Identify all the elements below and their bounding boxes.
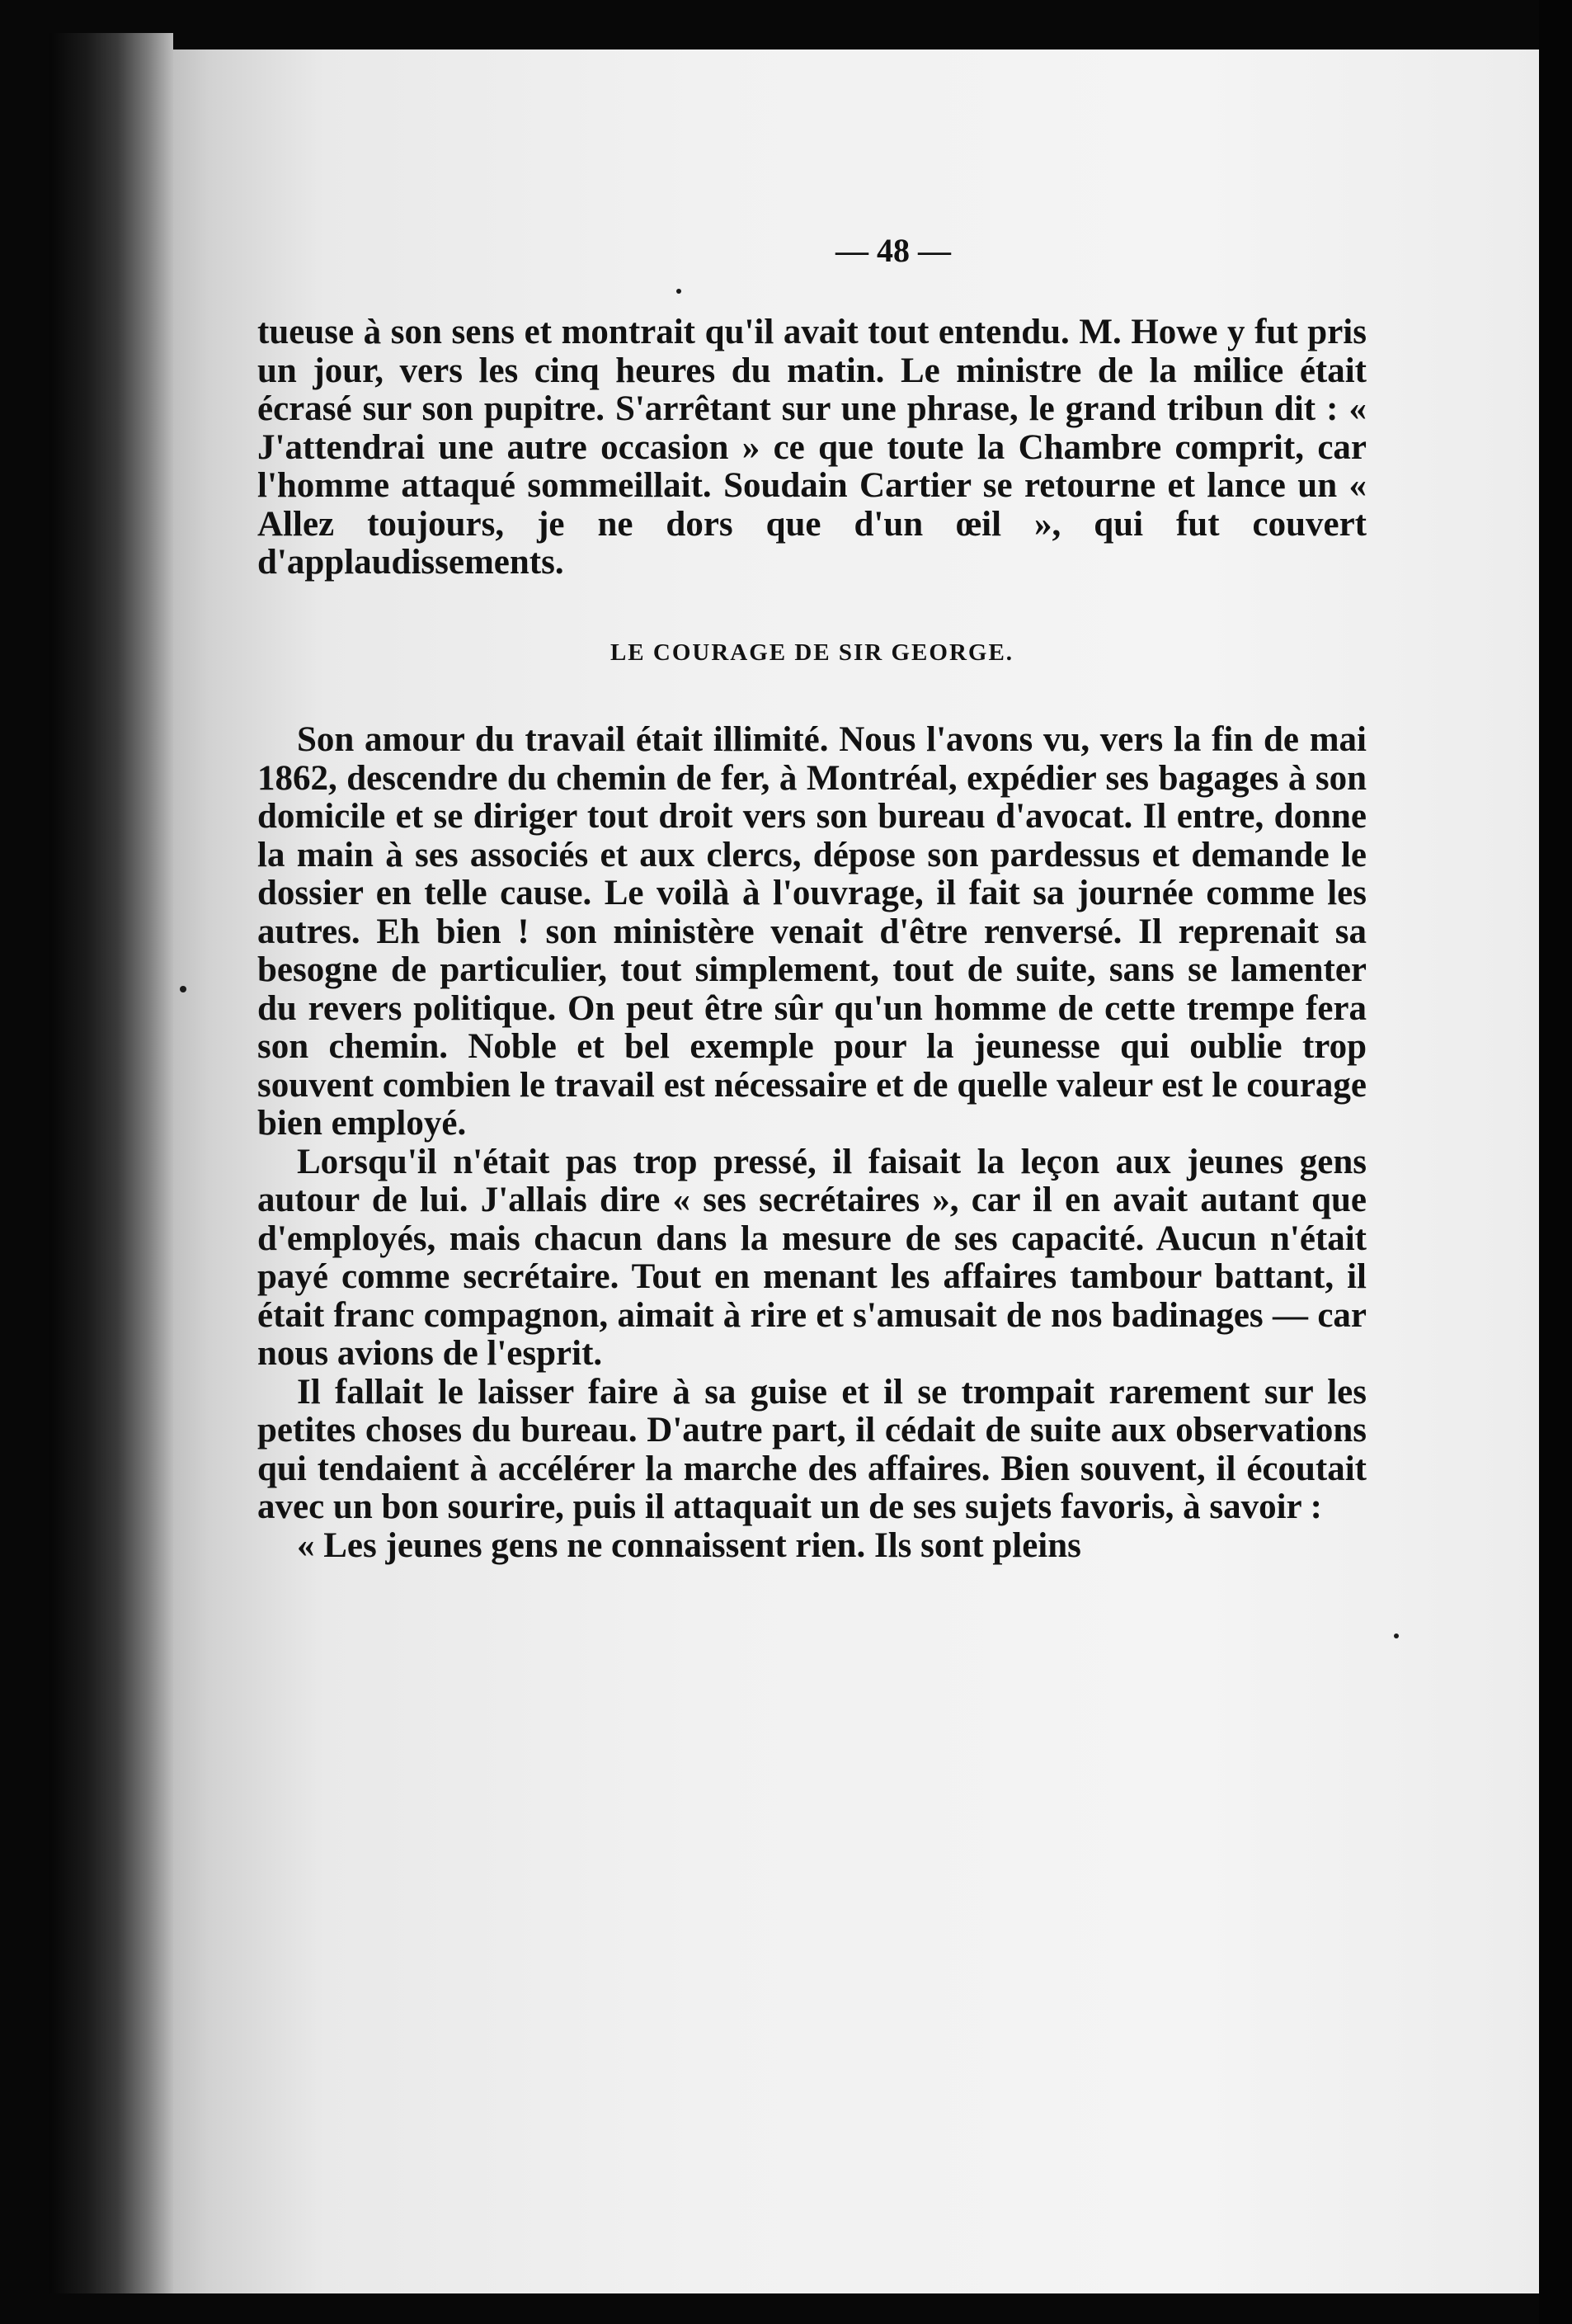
scan-speck [180, 986, 186, 992]
paragraph-3: Il fallait le laisser faire à sa guise et il se trompait rarement sur les petites choses du bureau. D'autre part, il cédait de suite aux observations qui tendaient à accélérer la marche des affaires. Bien souvent, il écoutait avec un bon sourire, puis il attaquait un de ses sujets favoris, à savoir : [257, 1372, 1367, 1526]
scan-speck [676, 289, 681, 294]
paragraph-2: Lorsqu'il n'était pas trop pressé, il faisait la leçon aux jeunes gens autour de lui. J'allais dire « ses secrétaires », car il en avait autant que d'employés, mais chacun dans la mesure de ses capacité. Aucun n'était payé comme secrétaire. Tout en menant les affaires tambour battant, il était franc compagnon, aimait à rire et s'amusait de nos badinages — car nous avions de l'esprit. [257, 1142, 1367, 1373]
right-scan-border [1539, 0, 1572, 2324]
section-heading: LE COURAGE DE SIR GEORGE. [610, 639, 1014, 666]
paragraph-4: « Les jeunes gens ne connaissent rien. Ils sont pleins [297, 1525, 1081, 1565]
book-binding-edge [49, 33, 173, 2293]
page-number: — 48 — [835, 232, 951, 269]
page-text [257, 313, 1367, 1565]
scan-speck [1394, 1633, 1399, 1638]
intro-paragraph: tueuse à son sens et montrait qu'il avait tout entendu. M. Howe y fut pris un jour, vers les cinq heures du matin. Le ministre de la milice était écrasé sur son pupitre. S'arrêtant sur une phrase, le grand tribun dit : « J'attendrai une autre occasion » ce que toute la Chambre comprit, car l'homme attaqué sommeillait. Soudain Cartier se retourne et lance un « Allez toujours, je ne dors que d'un œil », qui fut couvert d'applaudissements. [257, 313, 1367, 582]
paragraph-1: Son amour du travail était illimité. Nous l'avons vu, vers la fin de mai 1862, descendre du chemin de fer, à Montréal, expédier ses bagages à son domicile et se diriger tout droit vers son bureau d'avocat. Il entre, donne la main à ses associés et aux clercs, dépose son pardessus et demande le dossier en telle cause. Le voilà à l'ouvrage, il fait sa journée comme les autres. Eh bien ! son ministère venait d'être renversé. Il reprenait sa besogne de particulier, tout simplement, tout de suite, sans se lamenter du revers politique. On peut être sûr qu'un homme de cette trempe fera son chemin. Noble et bel exemple pour la jeunesse qui oublie trop souvent combien le travail est nécessaire et de quelle valeur est le courage bien employé. [257, 720, 1367, 1143]
